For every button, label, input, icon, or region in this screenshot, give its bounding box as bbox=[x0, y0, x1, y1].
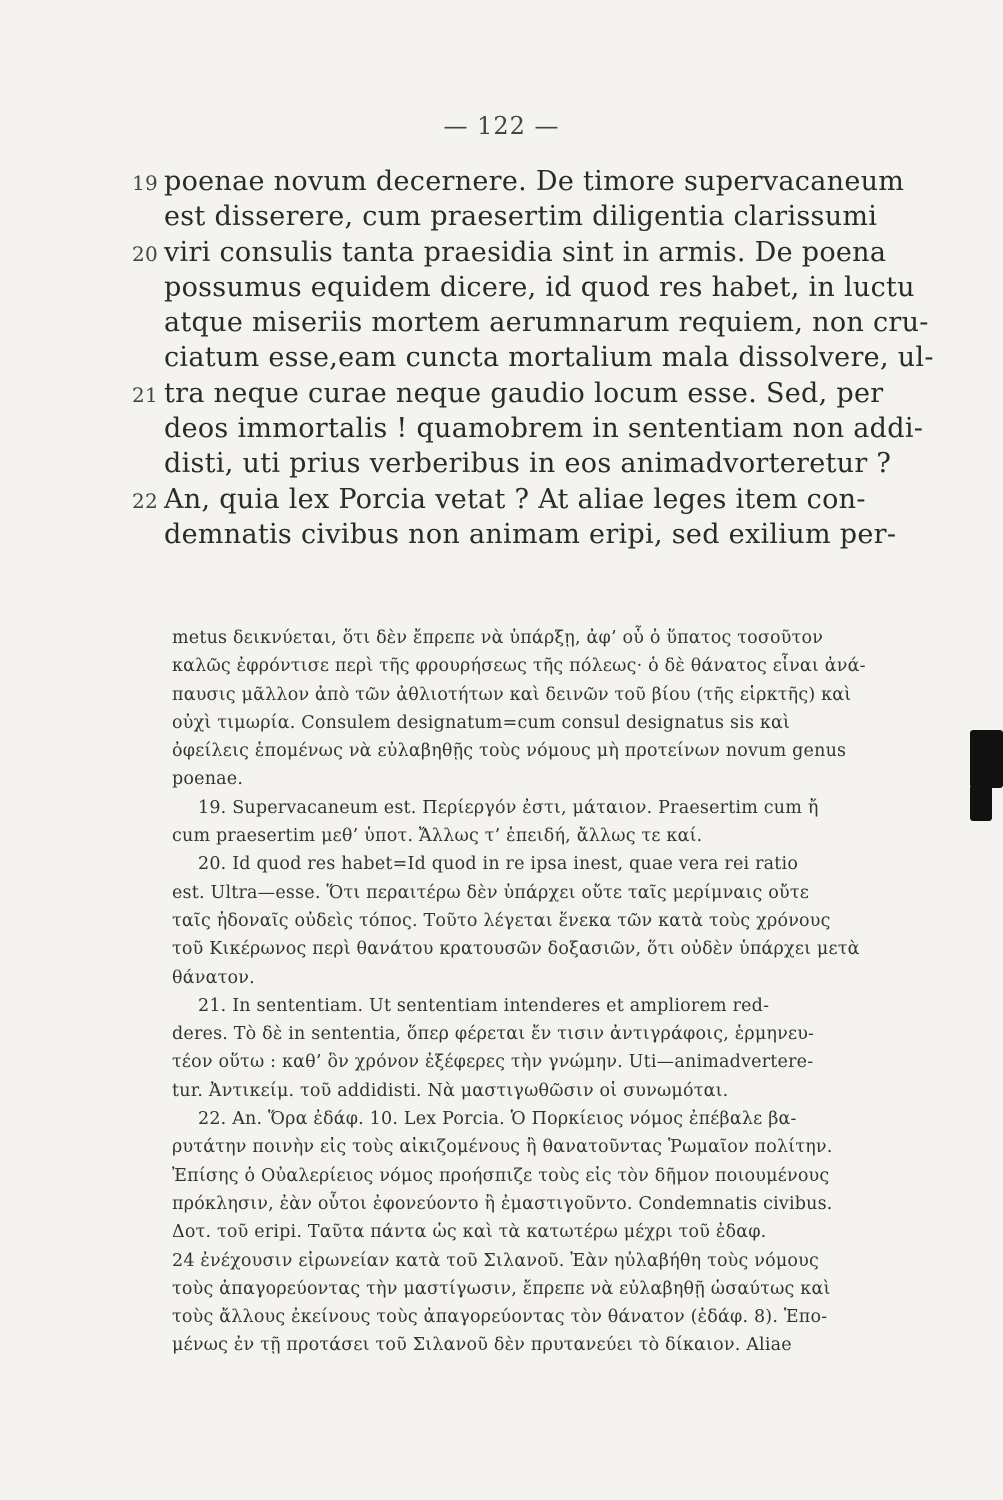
note-line: 20. Id quod res habet=Id quod in re ipsa inest, quae vera rei ratio bbox=[198, 854, 799, 875]
line-text: est disserere, cum praesertim diligentia clarissumi bbox=[164, 201, 878, 233]
note-line: metus δεικνύεται, ὅτι δὲν ἔπρεπε νὰ ὑπάρξῃ, ἀφ’ οὗ ὁ ὕπατος τοσοῦτον bbox=[172, 628, 824, 648]
line-text: An, quia lex Porcia vetat ? At aliae leges item con- bbox=[164, 483, 866, 515]
main-text-line bbox=[110, 482, 900, 517]
note-line: τοὺς ἀπαγορεύοντας τὴν μαστίγωσιν, ἔπρεπε νὰ εὐλαβηθῇ ὡσαύτως καὶ bbox=[172, 1278, 831, 1299]
note-line: 24 ἐνέχουσιν εἰρωνείαν κατὰ τοῦ Σιλανοῦ. Ἐὰν ηὐλαβήθη τοὺς νόμους bbox=[172, 1250, 820, 1271]
main-text-line bbox=[110, 340, 934, 375]
line-text: deos immortalis ! quamobrem in sententiam non addi- bbox=[164, 413, 924, 445]
line-number: 19 bbox=[132, 171, 159, 195]
note-line: tur. Ἀντικείμ. τοῦ addidisti. Νὰ μαστιγωθῶσιν οἱ συνωμόται. bbox=[172, 1080, 729, 1101]
note-line: οὐχὶ τιμωρία. Consulem designatum=cum consul designatus sis καὶ bbox=[172, 712, 791, 733]
note-line: cum praesertim μεθ’ ὑποτ. Ἄλλως τ’ ἐπειδή, ἄλλως τε καί. bbox=[172, 826, 703, 847]
main-text-line bbox=[110, 164, 905, 199]
margin-mark bbox=[970, 730, 1003, 788]
note-line: est. Ultra—esse. Ὅτι περαιτέρω δὲν ὑπάρχει οὔτε ταῖς μερίμναις οὔτε bbox=[172, 882, 809, 903]
commentary-notes bbox=[172, 624, 900, 1360]
note-line: τοὺς ἄλλους ἐκείνους τοὺς ἀπαγορεύοντας τὸν θάνατον (ἐδάφ. 8). Ἑπο- bbox=[172, 1307, 828, 1328]
note-line: ταῖς ἡδοναῖς οὐδεὶς τόπος. Τοῦτο λέγεται ἕνεκα τῶν κατὰ τοὺς χρόνους bbox=[172, 910, 831, 931]
line-text: atque miseriis mortem aerumnarum requiem, non cru- bbox=[164, 307, 929, 339]
main-text-line bbox=[110, 517, 900, 552]
main-text-line bbox=[110, 305, 929, 340]
note-line: θάνατον. bbox=[172, 967, 255, 988]
main-text-line bbox=[110, 411, 924, 446]
main-text-line bbox=[110, 270, 915, 305]
note-line: τοῦ Κικέρωνος περὶ θανάτου κρατουσῶν δοξασιῶν, ὅτι οὐδὲν ὑπάρχει μετὰ bbox=[172, 939, 860, 960]
main-text-line bbox=[110, 376, 900, 411]
margin-mark bbox=[970, 785, 992, 821]
line-text: possumus equidem dicere, id quod res habet, in luctu bbox=[164, 271, 915, 303]
line-text: viri consulis tanta praesidia sint in armis. De poena bbox=[164, 236, 887, 268]
main-text bbox=[110, 164, 934, 552]
page-number: — 122 — bbox=[443, 112, 560, 140]
note-line: Ἐπίσης ὁ Οὐαλερίειος νόμος προήσπιζε τοὺς εἰς τὸν δῆμον ποιουμένους bbox=[172, 1165, 830, 1186]
note-line: μένως ἐν τῇ προτάσει τοῦ Σιλανοῦ δὲν πρυτανεύει τὸ δίκαιον. Aliae bbox=[172, 1335, 792, 1356]
note-line: 19. Supervacaneum est. Περίεργόν ἐστι, μάταιον. Praesertim cum ἤ bbox=[198, 797, 819, 818]
note-line: poenae. bbox=[172, 769, 244, 790]
line-text: disti, uti prius verberibus in eos animadvorteretur ? bbox=[164, 448, 892, 480]
line-text: ciatum esse,eam cuncta mortalium mala dissolvere, ul- bbox=[164, 342, 934, 374]
note-line: ὀφείλεις ἑπομένως νὰ εὐλαβηθῇς τοὺς νόμους μὴ προτείνων novum genus bbox=[172, 741, 847, 762]
main-text-line bbox=[110, 235, 900, 270]
note-line: Δοτ. τοῦ eripi. Ταῦτα πάντα ὡς καὶ τὰ κατωτέρω μέχρι τοῦ ἐδαφ. bbox=[172, 1222, 767, 1243]
note-line: τέον οὕτω : καθ’ ὃν χρόνον ἐξέφερες τὴν γνώμην. Uti—animadvertere- bbox=[172, 1052, 814, 1073]
line-text: demnatis civibus non animam eripi, sed exilium per- bbox=[164, 518, 897, 550]
main-text-line bbox=[110, 199, 900, 234]
note-line: πρόκλησιν, ἐὰν οὗτοι ἐφονεύοντο ἢ ἐμαστιγοῦντο. Condemnatis civibus. bbox=[172, 1193, 833, 1214]
note-line: καλῶς ἐφρόντισε περὶ τῆς φρουρήσεως τῆς πόλεως· ὁ δὲ θάνατος εἶναι ἀνά- bbox=[172, 656, 866, 677]
note-line: 22. An. Ὅρα ἐδάφ. 10. Lex Porcia. Ὁ Πορκίειος νόμος ἐπέβαλε βα- bbox=[198, 1109, 797, 1130]
line-text: poenae novum decernere. De timore supervacaneum bbox=[164, 166, 905, 197]
line-text: tra neque curae neque gaudio locum esse. Sed, per bbox=[164, 377, 884, 409]
line-number: 21 bbox=[132, 382, 159, 407]
main-text-line bbox=[110, 446, 900, 481]
note-line: ρυτάτην ποινὴν εἰς τοὺς αἰκιζομένους ἢ θανατοῦντας Ῥωμαῖον πολίτην. bbox=[172, 1137, 833, 1158]
note-line: deres. Τὸ δὲ in sententia, ὅπερ φέρεται ἔν τισιν ἀντιγράφοις, ἑρμηνευ- bbox=[172, 1024, 815, 1045]
note-line: παυσις μᾶλλον ἀπὸ τῶν ἀθλιοτήτων καὶ δεινῶν τοῦ βίου (τῆς εἱρκτῆς) καὶ bbox=[172, 684, 852, 705]
line-number: 22 bbox=[132, 488, 159, 513]
line-number: 20 bbox=[132, 241, 159, 266]
note-line: 21. In sententiam. Ut sententiam intenderes et ampliorem red- bbox=[198, 995, 770, 1016]
